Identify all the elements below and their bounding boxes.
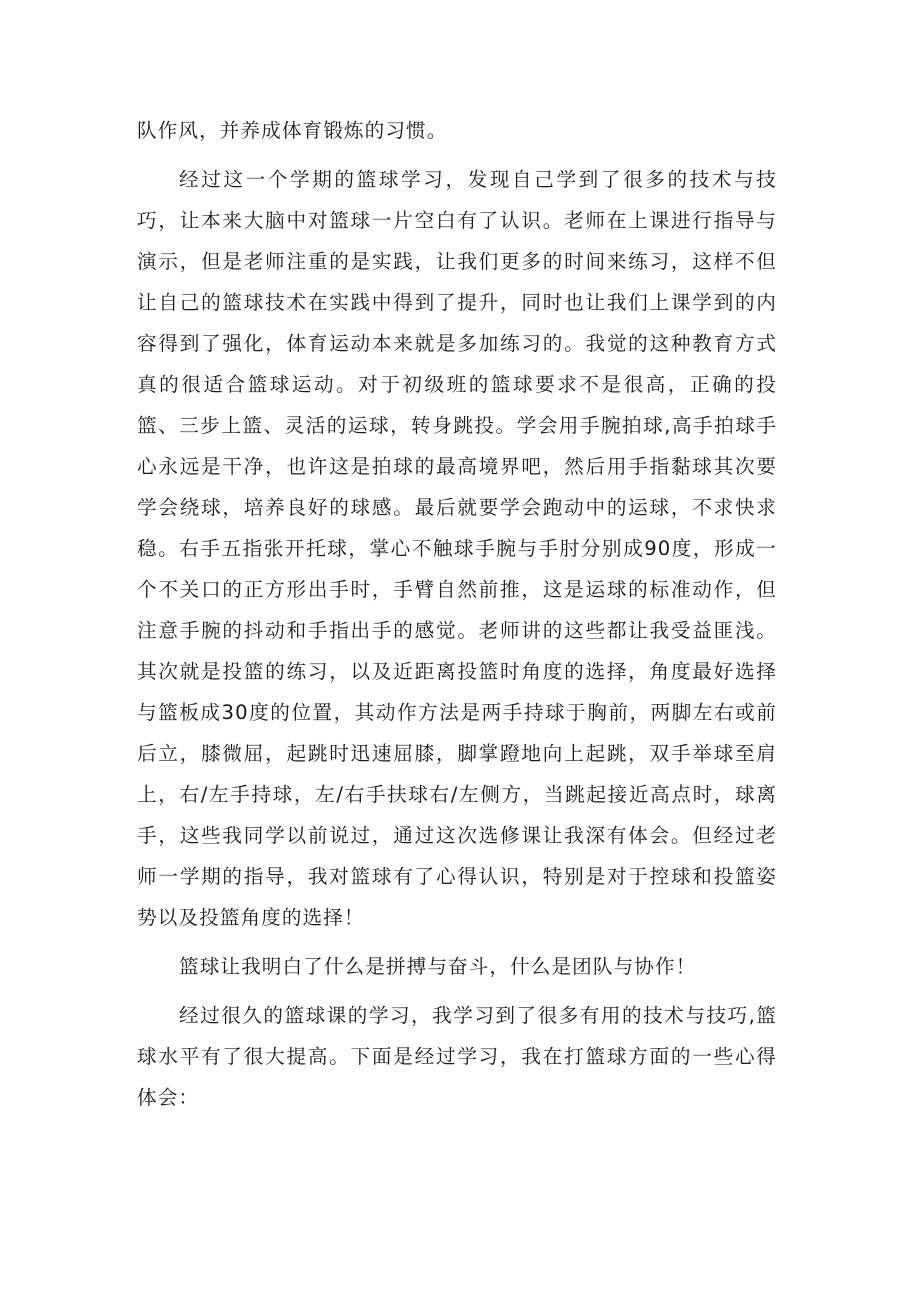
paragraph-experience: 经过很久的篮球课的学习，我学习到了很多有用的技术与技巧,篮球水平有了很大提高。下面是经过学习，我在打篮球方面的一些心得体会：: [137, 1004, 777, 1109]
document-body: [137, 110, 777, 1126]
paragraph-basketball-learning: 经过这一个学期的篮球学习，发现自己学到了很多的技术与技巧，让本来大脑中对篮球一片空白有了认识。老师在上课进行指导与演示，但是老师注重的是实践，让我们更多的时间来练习，这样不但让自己的篮球技术在实践中得到了提升，同时也让我们上课学到的内容得到了强化，体育运动本来就是多加练习的。我觉的这种教育方式真的很适合篮球运动。对于初级班的篮球要求不是很高，正确的投篮、三步上篮、灵活的运球，转身跳投。学会用手腕拍球,高手拍球手心永远是干净，也许这是拍球的最高境界吧，然后用手指黏球其次要学会绕球，培养良好的球感。最后就要学会跑动中的运球，不求快求稳。右手五指张开托球，掌心不触球手腕与手肘分别成90度，形成一个不关口的正方形出手时，手臂自然前推，这是运球的标准动作，但注意手腕的抖动和手指出手的感觉。老师讲的这些都让我受益匪浅。其次就是投篮的练习，以及近距离投篮时角度的选择，角度最好选择与篮板成30度的位置，其动作方法是两手持球于胸前，两脚左右或前后立，膝微屈，起跳时迅速屈膝，脚掌蹬地向上起跳，双手举球至肩上，右/左手持球，左/右手扶球右/左侧方，当跳起接近高点时，球离手，这些我同学以前说过，通过这次选修课让我深有体会。但经过老师一学期的指导，我对篮球有了心得认识，特别是对于控球和投篮姿势以及投篮角度的选择！: [137, 168, 777, 929]
paragraph-teamwork: 篮球让我明白了什么是拼搏与奋斗，什么是团队与协作！: [179, 955, 697, 978]
paragraph-continuation: 队作风，并养成体育锻炼的习惯。: [137, 119, 448, 142]
